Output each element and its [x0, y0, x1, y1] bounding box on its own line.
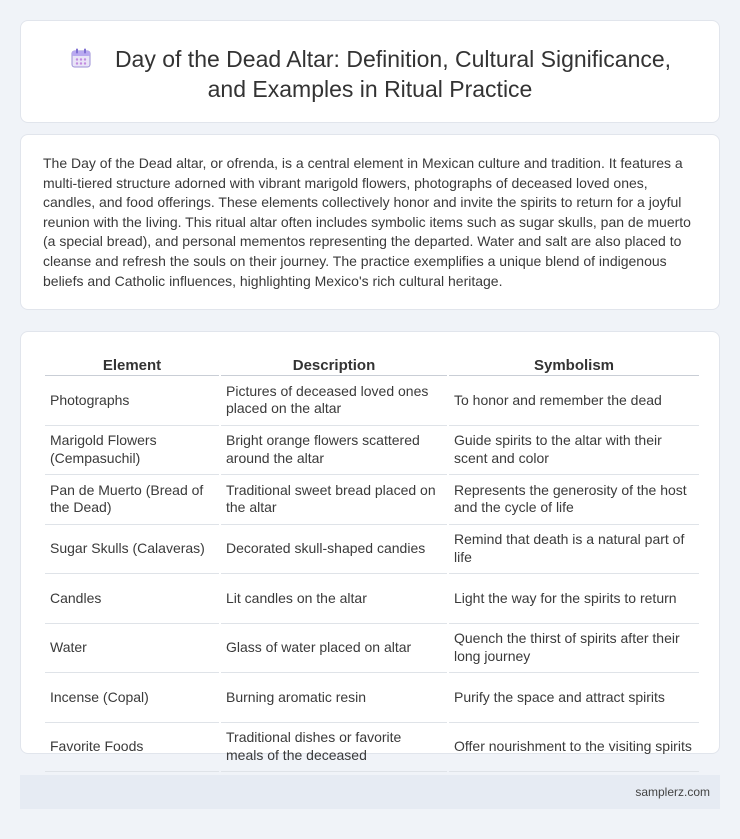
footer-site-link[interactable]: samplerz.com: [635, 785, 710, 799]
table-header-row: [45, 352, 699, 376]
column-header-element: Element: [45, 352, 219, 376]
cell-description: Traditional sweet bread placed on the altar: [221, 475, 447, 525]
page-title: [21, 44, 719, 104]
table-row: [45, 525, 699, 575]
cell-element: Favorite Foods: [45, 723, 219, 773]
table-card: [20, 331, 720, 763]
calendar-icon: [69, 46, 93, 70]
cell-description: Lit candles on the altar: [221, 574, 447, 624]
footer-bar: [20, 775, 720, 809]
cell-symbolism: Guide spirits to the altar with their scent and color: [449, 426, 699, 476]
cell-symbolism: Purify the space and attract spirits: [449, 673, 699, 723]
cell-element: Candles: [45, 574, 219, 624]
cell-description: Pictures of deceased loved ones placed on the altar: [221, 376, 447, 426]
table-row: [45, 475, 699, 525]
cell-element: Water: [45, 624, 219, 674]
cell-element: Pan de Muerto (Bread of the Dead): [45, 475, 219, 525]
cell-element: Marigold Flowers (Cempasuchil): [45, 426, 219, 476]
table-row: [45, 574, 699, 624]
cell-symbolism: To honor and remember the dead: [449, 376, 699, 426]
table-row: [45, 673, 699, 723]
altar-elements-table: [43, 352, 701, 772]
title-wrap: [21, 44, 719, 104]
cell-description: Decorated skull-shaped candies: [221, 525, 447, 575]
table-row: [45, 624, 699, 674]
title-line-2: and Examples in Ritual Practice: [207, 76, 533, 102]
cell-description: Burning aromatic resin: [221, 673, 447, 723]
cell-element: Incense (Copal): [45, 673, 219, 723]
table-row: [45, 376, 699, 426]
cell-symbolism: Offer nourishment to the visiting spirits: [449, 723, 699, 773]
table-row: [45, 723, 699, 773]
cell-symbolism: Quench the thirst of spirits after their long journey: [449, 624, 699, 674]
cell-description: Traditional dishes or favorite meals of the deceased: [221, 723, 447, 773]
intro-paragraph: The Day of the Dead altar, or ofrenda, is a central element in Mexican culture and tradition. It features a multi-tiered structure adorned with vibrant marigold flowers, photographs of deceased loved ones, candles, and food offerings. These elements collectively honor and invite the spirits to return for a joyful reunion with the living. This ritual altar often includes symbolic items such as sugar skulls, pan de muerto (a special bread), and personal mementos representing the departed. Water and salt are also placed to cleanse and refresh the souls on their journey. The practice exemplifies a unique blend of indigenous beliefs and Catholic influences, highlighting Mexico's rich cultural heritage.: [43, 155, 691, 289]
cell-description: Glass of water placed on altar: [221, 624, 447, 674]
title-card: [20, 20, 720, 123]
table-row: [45, 426, 699, 476]
cell-element: Photographs: [45, 376, 219, 426]
cell-description: Bright orange flowers scattered around the altar: [221, 426, 447, 476]
intro-card: [20, 134, 720, 310]
column-header-symbolism: Symbolism: [449, 352, 699, 376]
title-line-1: Day of the Dead Altar: Definition, Cultural Significance,: [114, 46, 672, 72]
cell-element: Sugar Skulls (Calaveras): [45, 525, 219, 575]
cell-symbolism: Represents the generosity of the host and the cycle of life: [449, 475, 699, 525]
cell-symbolism: Remind that death is a natural part of life: [449, 525, 699, 575]
cell-symbolism: Light the way for the spirits to return: [449, 574, 699, 624]
column-header-description: Description: [221, 352, 447, 376]
